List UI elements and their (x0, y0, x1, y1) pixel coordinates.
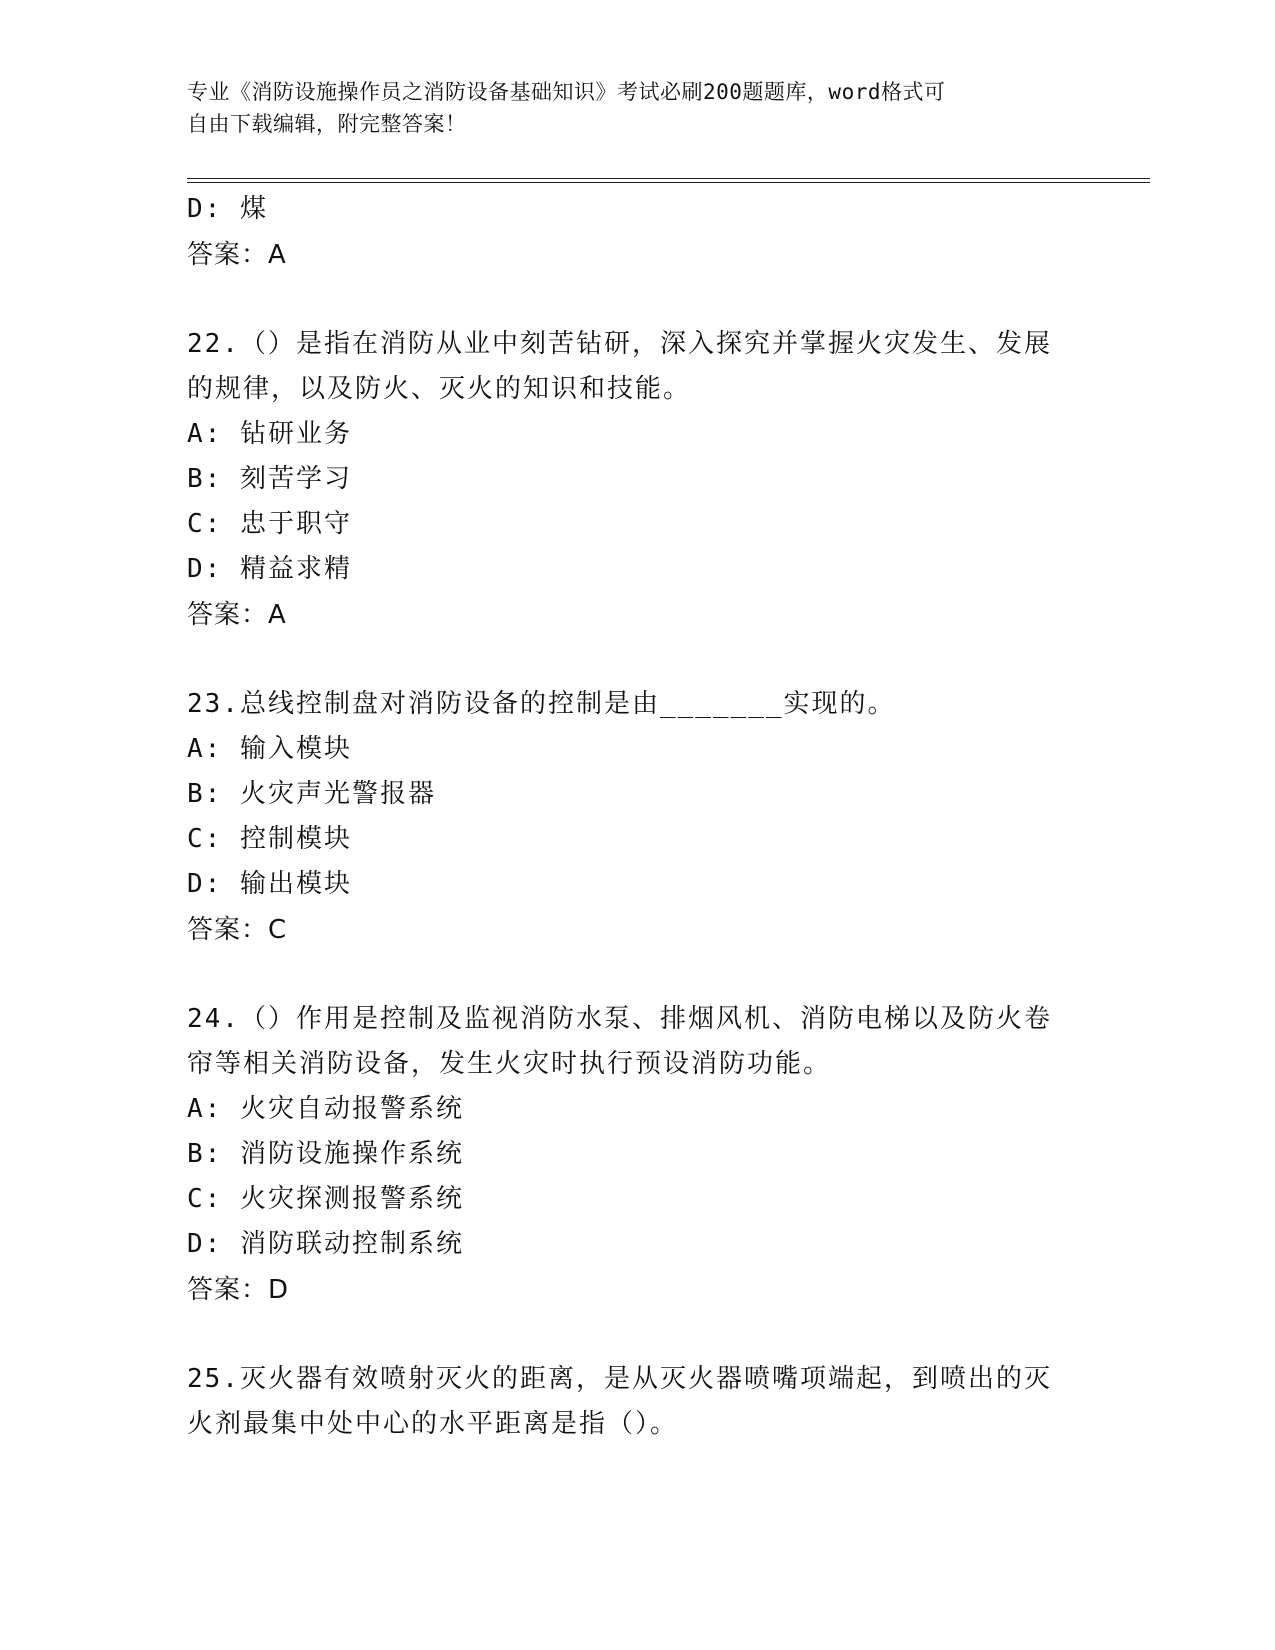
option-a: A: 火灾自动报警系统 (187, 1094, 464, 1124)
answer-label: 答案： (187, 600, 269, 630)
question-stem-line: 24.（）作用是控制及监视消防水泵、排烟风机、消防电梯以及防火卷 (187, 1004, 1052, 1034)
question-stem-line: 的规律，以及防火、灭火的知识和技能。 (187, 374, 692, 404)
answer-value: C (268, 915, 288, 945)
option-b: B: 刻苦学习 (187, 464, 352, 494)
answer-value: A (268, 600, 287, 630)
header-line-1: 专业《消防设施操作员之消防设备基础知识》考试必刷200题题库，word格式可 (187, 80, 946, 104)
answer-label: 答案： (187, 240, 269, 270)
option-a: A: 输入模块 (187, 734, 352, 764)
question-25 (187, 1357, 1087, 1447)
question-23 (187, 682, 1087, 953)
question-stem-line: 22.（）是指在消防从业中刻苦钻研，深入探究并掌握火灾发生、发展 (187, 329, 1052, 359)
header-divider (187, 178, 1150, 183)
answer-line (187, 907, 1087, 953)
answer-label: 答案： (187, 915, 269, 945)
option-d: D: 输出模块 (187, 869, 352, 899)
option-c: C: 控制模块 (187, 824, 352, 854)
option-a: A: 钻研业务 (187, 419, 352, 449)
question-stem-line: 火剂最集中处中心的水平距离是指（）。 (187, 1409, 679, 1439)
answer-line (187, 1267, 1087, 1313)
answer-value: A (268, 240, 287, 270)
answer-line (187, 592, 1087, 638)
question-list (187, 187, 1087, 1447)
option-d: D: 精益求精 (187, 554, 352, 584)
option-b: B: 火灾声光警报器 (187, 779, 436, 809)
option-c: C: 忠于职守 (187, 509, 352, 539)
option-c: C: 火灾探测报警系统 (187, 1184, 464, 1214)
answer-value: D (268, 1275, 290, 1305)
option-b: B: 消防设施操作系统 (187, 1139, 464, 1169)
option-d: D: 消防联动控制系统 (187, 1229, 464, 1259)
question-22 (187, 322, 1087, 638)
question-stem-line: 23.总线控制盘对消防设备的控制是由_______实现的。 (187, 689, 896, 719)
question-stem-line: 帘等相关消防设备，发生火灾时执行预设消防功能。 (187, 1049, 832, 1079)
answer-line (187, 232, 1087, 278)
document-header (187, 76, 1067, 140)
question-stem-line: 25.灭火器有效喷射灭火的距离，是从灭火器喷嘴项端起，到喷出的灭 (187, 1364, 1052, 1394)
question-24 (187, 997, 1087, 1313)
answer-label: 答案： (187, 1275, 269, 1305)
header-line-2: 自由下载编辑，附完整答案！ (187, 112, 467, 136)
option-d: D: 煤 (187, 194, 268, 224)
